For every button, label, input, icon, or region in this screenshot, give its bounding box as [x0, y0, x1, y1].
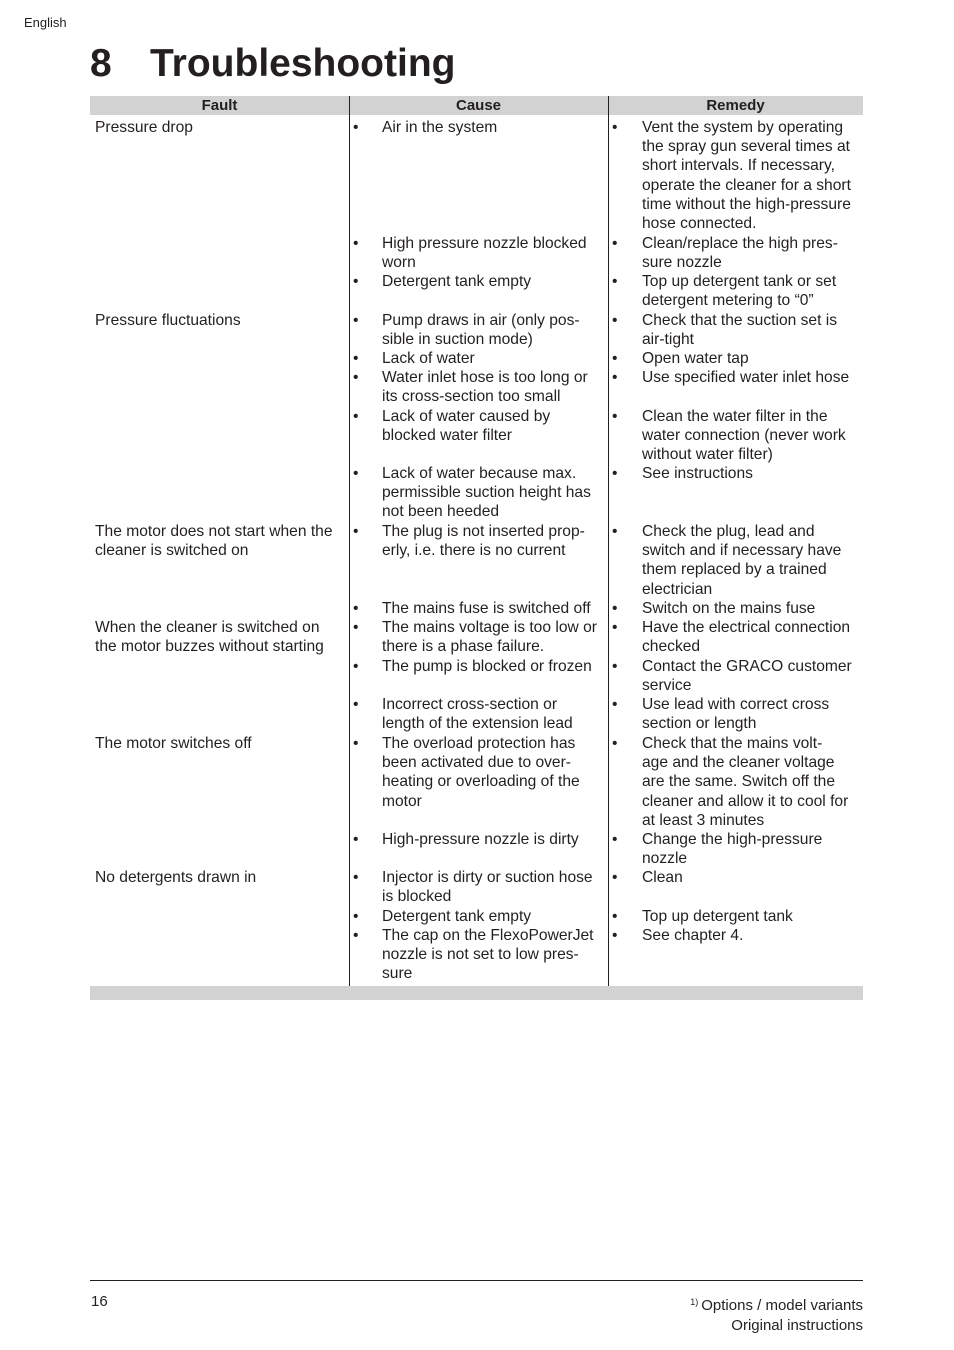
bullet-mark: • — [353, 658, 359, 675]
bullet-text — [382, 272, 531, 291]
bullet-mark: • — [612, 369, 618, 386]
cell-text-line: time without the high-pressure — [642, 195, 851, 213]
chapter-number: 8 — [90, 42, 112, 85]
cell-text-line: the motor buzzes without starting — [95, 638, 324, 656]
bullet-mark: • — [353, 235, 359, 252]
cell-text-line: hose connected. — [642, 215, 757, 233]
cell-text-line: Use specified water inlet hose — [642, 369, 850, 386]
bullet-text — [642, 907, 793, 926]
bullet-text — [642, 311, 837, 349]
bullet-text — [382, 118, 497, 137]
cell-text-line: electrician — [642, 580, 713, 598]
bullet-mark: • — [612, 523, 618, 540]
bullet-text — [642, 522, 841, 599]
cell-text-line: them replaced by a trained — [642, 561, 827, 579]
cell-text-line: Use lead with correct cross — [642, 696, 830, 713]
bullet-mark: • — [353, 465, 359, 482]
fault-cell — [95, 734, 252, 753]
cell-text-line: permissible suction height has — [382, 484, 591, 502]
bullet-text — [382, 368, 588, 406]
cell-text-line: heating or overloading of the — [382, 773, 580, 791]
cell-text-line: age and the cleaner voltage — [642, 754, 835, 772]
bullet-mark: • — [353, 312, 359, 329]
cell-text-line: Pump draws in air (only pos- — [382, 312, 580, 329]
bullet-mark: • — [612, 658, 618, 675]
bullet-mark: • — [353, 350, 359, 367]
bullet-text — [642, 734, 848, 830]
cell-text-line: Lack of water caused by — [382, 408, 551, 425]
bullet-mark: • — [612, 735, 618, 752]
cell-text-line: See chapter 4. — [642, 927, 744, 944]
bullet-text — [642, 349, 749, 368]
cell-text-line: Detergent tank empty — [382, 273, 532, 290]
cell-text-line: section or length — [642, 715, 757, 733]
bullet-mark: • — [612, 619, 618, 636]
cell-text-line: High pressure nozzle blocked — [382, 235, 587, 252]
bullet-text — [642, 657, 852, 695]
bullet-mark: • — [353, 600, 359, 617]
cell-text-line: checked — [642, 638, 701, 656]
bullet-text — [642, 695, 829, 733]
bullet-text — [382, 234, 587, 272]
bullet-mark: • — [353, 831, 359, 848]
bullet-text — [382, 868, 593, 906]
bullet-mark: • — [353, 619, 359, 636]
fault-cell — [95, 311, 241, 330]
cell-text-line: Pressure drop — [95, 119, 193, 136]
bullet-mark: • — [353, 523, 359, 540]
cell-text-line: The overload protection has — [382, 735, 576, 752]
cell-text-line: Clean the water filter in the — [642, 408, 828, 425]
cell-text-line: at least 3 minutes — [642, 811, 765, 829]
bullet-mark: • — [612, 119, 618, 136]
cell-text-line: sure — [382, 965, 413, 983]
bullet-text — [382, 695, 573, 733]
cell-text-line: are the same. Switch off the — [642, 773, 836, 791]
bullet-text — [642, 926, 743, 945]
cell-text-line: Clean — [642, 869, 683, 886]
cell-text-line: The mains voltage is too low or — [382, 619, 597, 636]
cell-text-line: High-pressure nozzle is dirty — [382, 831, 579, 848]
cell-text-line: been activated due to over- — [382, 754, 571, 772]
cell-text-line: Pressure fluctuations — [95, 312, 241, 329]
bullet-text — [382, 926, 594, 984]
cell-text-line: switch and if necessary have — [642, 542, 842, 560]
bullet-mark: • — [353, 735, 359, 752]
cell-text-line: blocked water filter — [382, 427, 513, 445]
cell-text-line: cleaner is switched on — [95, 542, 249, 560]
bullet-text — [642, 272, 836, 310]
cell-text-line: Water inlet hose is too long or — [382, 369, 588, 386]
cell-text-line: length of the extension lead — [382, 715, 573, 733]
header-remedy: Remedy — [706, 97, 765, 114]
bullet-text — [382, 349, 475, 368]
bullet-mark: • — [353, 119, 359, 136]
fault-cell — [95, 868, 256, 887]
cell-text-line: nozzle is not set to low pres- — [382, 946, 579, 964]
cell-text-line: Change the high-pressure — [642, 831, 823, 848]
bullet-text — [642, 868, 683, 887]
bullet-mark: • — [353, 273, 359, 290]
cell-text-line: The pump is blocked or frozen — [382, 658, 592, 675]
cell-text-line: the spray gun several times at — [642, 138, 851, 156]
original-instructions-note: Original instructions — [731, 1317, 863, 1334]
cell-text-line: No detergents drawn in — [95, 869, 257, 886]
bullet-mark: • — [612, 927, 618, 944]
bullet-mark: • — [612, 831, 618, 848]
cell-text-line: When the cleaner is switched on — [95, 619, 320, 636]
bullet-text — [382, 734, 580, 811]
cell-text-line: Lack of water — [382, 350, 475, 367]
cell-text-line: air-tight — [642, 331, 694, 349]
chapter-heading — [90, 40, 455, 88]
bullet-text — [382, 907, 531, 926]
language-label: English — [24, 15, 67, 30]
cell-text-line: Switch on the mains fuse — [642, 600, 816, 617]
cell-text-line: Incorrect cross-section or — [382, 696, 558, 713]
cell-text-line: Vent the system by operating — [642, 119, 844, 136]
cell-text-line: Clean/replace the high pres- — [642, 235, 838, 252]
cell-text-line: Check that the mains volt- — [642, 735, 823, 752]
bullet-text — [642, 618, 850, 656]
header-cause: Cause — [455, 97, 502, 114]
table-header-row — [90, 96, 863, 115]
bullet-text — [382, 407, 550, 445]
cell-text-line: motor — [382, 792, 422, 810]
cell-text-line: Injector is dirty or suction hose — [382, 869, 593, 886]
cell-text-line: Check that the suction set is — [642, 312, 838, 329]
cell-text-line: erly, i.e. there is no current — [382, 542, 566, 560]
cell-text-line: water connection (never work — [642, 427, 846, 445]
bullet-mark: • — [612, 350, 618, 367]
bullet-mark: • — [612, 600, 618, 617]
table-footer-bar — [90, 986, 863, 1000]
bullet-mark: • — [353, 696, 359, 713]
cell-text-line: worn — [382, 254, 416, 272]
cell-text-line: sure nozzle — [642, 254, 722, 272]
cell-text-line: The mains fuse is switched off — [382, 600, 591, 617]
bullet-text — [382, 464, 591, 522]
bullet-text — [382, 618, 597, 656]
troubleshooting-table — [90, 96, 863, 1000]
cell-text-line: cleaner and allow it to cool for — [642, 792, 849, 810]
footer-rule — [90, 1280, 863, 1281]
cell-text-line: Top up detergent tank or set — [642, 273, 837, 290]
bullet-text — [642, 464, 753, 483]
bullet-mark: • — [612, 408, 618, 425]
header-fault: Fault — [201, 97, 238, 114]
bullet-text — [642, 368, 849, 387]
cell-text-line: operate the cleaner for a short — [642, 176, 851, 194]
bullet-text — [382, 522, 585, 560]
bullet-mark: • — [612, 273, 618, 290]
cell-text-line: Open water tap — [642, 350, 749, 367]
footnote — [690, 1292, 863, 1316]
bullet-mark: • — [612, 312, 618, 329]
cell-text-line: service — [642, 677, 692, 695]
fault-cell — [95, 118, 193, 137]
fault-cell — [95, 522, 333, 560]
cell-text-line: its cross-section too small — [382, 388, 561, 406]
column-divider — [608, 96, 609, 986]
fault-cell — [95, 618, 324, 656]
bullet-mark: • — [612, 908, 618, 925]
footnote-mark: 1) — [690, 1297, 699, 1307]
bullet-mark: • — [612, 869, 618, 886]
cell-text-line: detergent metering to “0” — [642, 292, 814, 310]
cell-text-line: is blocked — [382, 888, 452, 906]
cell-text-line: Detergent tank empty — [382, 908, 532, 925]
cell-text-line: The motor switches off — [95, 735, 252, 752]
bullet-text — [382, 311, 580, 349]
bullet-text — [642, 118, 851, 233]
bullet-text — [382, 599, 591, 618]
footnote-text: Options / model variants — [701, 1297, 863, 1314]
cell-text-line: nozzle — [642, 850, 688, 868]
page-footer-notes — [690, 1292, 863, 1336]
page-number: 16 — [91, 1293, 108, 1310]
column-divider — [349, 96, 350, 986]
chapter-title: Troubleshooting — [150, 42, 456, 85]
cell-text-line: Contact the GRACO customer — [642, 658, 852, 675]
cell-text-line: The cap on the FlexoPowerJet — [382, 927, 594, 944]
bullet-mark: • — [612, 696, 618, 713]
bullet-text — [382, 657, 592, 676]
cell-text-line: not been heeded — [382, 503, 500, 521]
cell-text-line: The motor does not start when the — [95, 523, 333, 540]
cell-text-line: See instructions — [642, 465, 753, 482]
bullet-mark: • — [353, 908, 359, 925]
cell-text-line: Lack of water because max. — [382, 465, 577, 482]
cell-text-line: Check the plug, lead and — [642, 523, 815, 540]
bullet-text — [642, 407, 846, 465]
cell-text-line: short intervals. If necessary, — [642, 157, 835, 175]
bullet-text — [642, 599, 815, 618]
bullet-mark: • — [612, 235, 618, 252]
cell-text-line: without water filter) — [642, 446, 773, 464]
bullet-mark: • — [353, 869, 359, 886]
cell-text-line: sible in suction mode) — [382, 331, 533, 349]
bullet-text — [642, 830, 822, 868]
cell-text-line: there is a phase failure. — [382, 638, 545, 656]
bullet-mark: • — [353, 408, 359, 425]
bullet-mark: • — [353, 369, 359, 386]
bullet-text — [382, 830, 579, 849]
bullet-mark: • — [612, 465, 618, 482]
cell-text-line: Air in the system — [382, 119, 498, 136]
cell-text-line: Have the electrical connection — [642, 619, 851, 636]
cell-text-line: Top up detergent tank — [642, 908, 793, 925]
bullet-text — [642, 234, 838, 272]
cell-text-line: The plug is not inserted prop- — [382, 523, 585, 540]
bullet-mark: • — [353, 927, 359, 944]
